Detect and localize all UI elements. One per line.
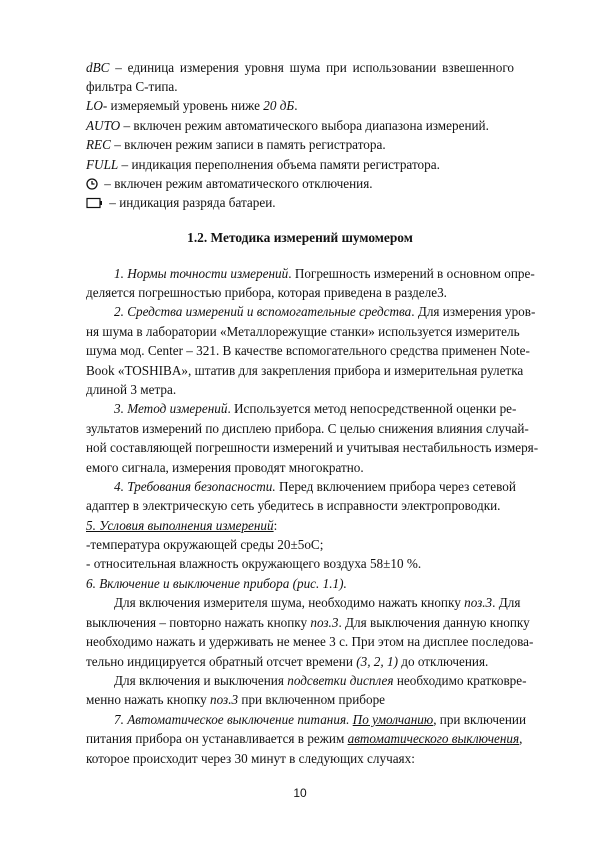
paragraph-italic: подсветки дисплея (287, 673, 394, 688)
section-title: 1.2. Методика измерений шумомером (187, 230, 413, 245)
paragraph-3-line-1 (114, 399, 517, 419)
paragraph-lead: 5. Условия выполнения измерений (86, 518, 274, 533)
paragraph-italic: поз.3 (464, 595, 493, 610)
legend-auto-line (86, 116, 514, 136)
paragraph-5-line-3: - относительная влажность окружающего воздуха 58±10 %. (86, 556, 422, 571)
paragraph-text: Для включения измерителя шума, необходимо нажать кнопку (114, 595, 465, 610)
paragraph-2-line-2: ня шума в лаборатории «Металлорежущие станки» используется измеритель (86, 324, 520, 339)
legend-value: 20 дБ (263, 98, 295, 113)
paragraph-6a-line-2 (86, 613, 530, 633)
legend-dbc-line-2 (86, 77, 514, 97)
paragraph-text: . Используется метод непосредственной оценки ре- (227, 401, 517, 416)
paragraph-text: Для включения и выключения (114, 673, 288, 688)
paragraph-italic: автоматического выключения (347, 731, 520, 746)
paragraph-lead: 3. Метод измерений (114, 401, 228, 416)
paragraph-lead: 4. Требования безопасности. (114, 479, 276, 494)
paragraph-lead: 6. Включение и выключение прибора (рис. 1.1). (86, 576, 347, 591)
paragraph-3-line-2: зультатов измерений по дисплею прибора. С целью снижения влияния случай- (86, 421, 529, 436)
paragraph-italic: По умолчанию (352, 712, 434, 727)
legend-text: – включен режим автоматического отключения. (101, 176, 373, 191)
paragraph-6-line-1 (86, 574, 514, 594)
paragraph-text: , при включении (433, 712, 527, 727)
legend-lo-line (86, 96, 514, 116)
paragraph-text: . Погрешность измерений в основном опре- (288, 266, 535, 281)
paragraph-6b-line-1 (114, 671, 527, 691)
paragraph-italic: поз.3 (210, 692, 239, 707)
legend-text: – включен режим записи в память регистратора. (110, 137, 386, 152)
paragraph-2-line-4: Book «TOSHIBA», штатив для закрепления прибора и измерительная рулетка (86, 363, 524, 378)
legend-text: фильтра С-типа. (86, 79, 178, 94)
legend-battery-line (86, 193, 514, 215)
legend-term-dbc: dBC (86, 60, 110, 75)
battery-icon (86, 195, 103, 215)
paragraph-text: тельно индицируется обратный отсчет времени (86, 654, 357, 669)
paragraph-text: , (519, 731, 523, 746)
paragraph-6a-line-1 (114, 593, 521, 613)
paragraph-lead: 7. Автоматическое выключение питания. (114, 712, 350, 727)
paragraph-1-line-1 (114, 264, 535, 284)
paragraph-4-line-2: адаптер в электрическую сеть убедитесь в исправности электропроводки. (86, 498, 501, 513)
paragraph-3-line-4: емого сигнала, измерения проводят многократно. (86, 460, 364, 475)
paragraph-2-line-5: длиной 3 метра. (86, 382, 177, 397)
paragraph-text: при включенном приборе (238, 692, 386, 707)
legend-text: – индикация переполнения объема памяти регистратора. (118, 157, 440, 172)
paragraph-6a-line-4 (86, 652, 514, 672)
paragraph-7-line-1 (114, 710, 527, 730)
paragraph-text: : (273, 518, 278, 533)
legend-text: – включен режим автоматического выбора диапазона измерений. (120, 118, 489, 133)
paragraph-5-line-1 (86, 516, 514, 536)
paragraph-6b-line-2 (86, 690, 514, 710)
paragraph-text: . Для измерения уров- (411, 304, 536, 319)
paragraph-6a-line-3: необходимо нажать и удерживать не менее 3 с. При этом на дисплее последова- (86, 634, 534, 649)
paragraph-4-line-1 (114, 477, 514, 497)
paragraph-text: необходимо кратковре- (393, 673, 527, 688)
paragraph-text: . Для выключения данную кнопку (338, 615, 530, 630)
legend-text: - измеряемый уровень ниже (102, 98, 264, 113)
legend-text: – единица измерения уровня шума при использовании взвешенного (109, 60, 514, 75)
paragraph-5-line-2: -температура окружающей среды 20±5оС; (86, 537, 324, 552)
paragraph-text: менно нажать кнопку (86, 692, 211, 707)
paragraph-1-line-2: деляется погрешностью прибора, которая приведена в разделе3. (86, 285, 447, 300)
paragraph-3-line-3: ной составляющей погрешности измерений и учитывая нестабильность измеря- (86, 440, 539, 455)
legend-term-auto: AUTO (86, 118, 121, 133)
paragraph-italic: (3, 2, 1) (356, 654, 398, 669)
legend-term-lo: LO (86, 98, 103, 113)
legend-rec-line (86, 135, 514, 155)
legend-text: . (294, 98, 298, 113)
paragraph-2-line-1 (114, 302, 536, 322)
paragraph-text: питания прибора он устанавливается в режим (86, 731, 348, 746)
paragraph-7-line-3: которое происходит через 30 минут в следующих случаях: (86, 751, 415, 766)
legend-full-line (86, 155, 514, 175)
paragraph-text: до отключения. (397, 654, 489, 669)
paragraph-text: выключения – повторно нажать кнопку (86, 615, 311, 630)
legend-dbc-line (86, 58, 514, 78)
legend-term-full: FULL (86, 157, 119, 172)
paragraph-text: . Для (492, 595, 521, 610)
paragraph-lead: 1. Нормы точности измерений (114, 266, 289, 281)
page-number: 10 (293, 786, 307, 800)
paragraph-lead: 2. Средства измерений и вспомогательные средства (114, 304, 412, 319)
legend-term-rec: REC (86, 137, 111, 152)
paragraph-7-line-2 (86, 729, 523, 749)
legend-text: – индикация разряда батареи. (106, 195, 276, 210)
paragraph-2-line-3: шума мод. Center – 321. В качестве вспомогательного средства применен Note- (86, 343, 530, 358)
paragraph-italic: поз.3 (310, 615, 339, 630)
paragraph-text: Перед включением прибора через сетевой (275, 479, 516, 494)
